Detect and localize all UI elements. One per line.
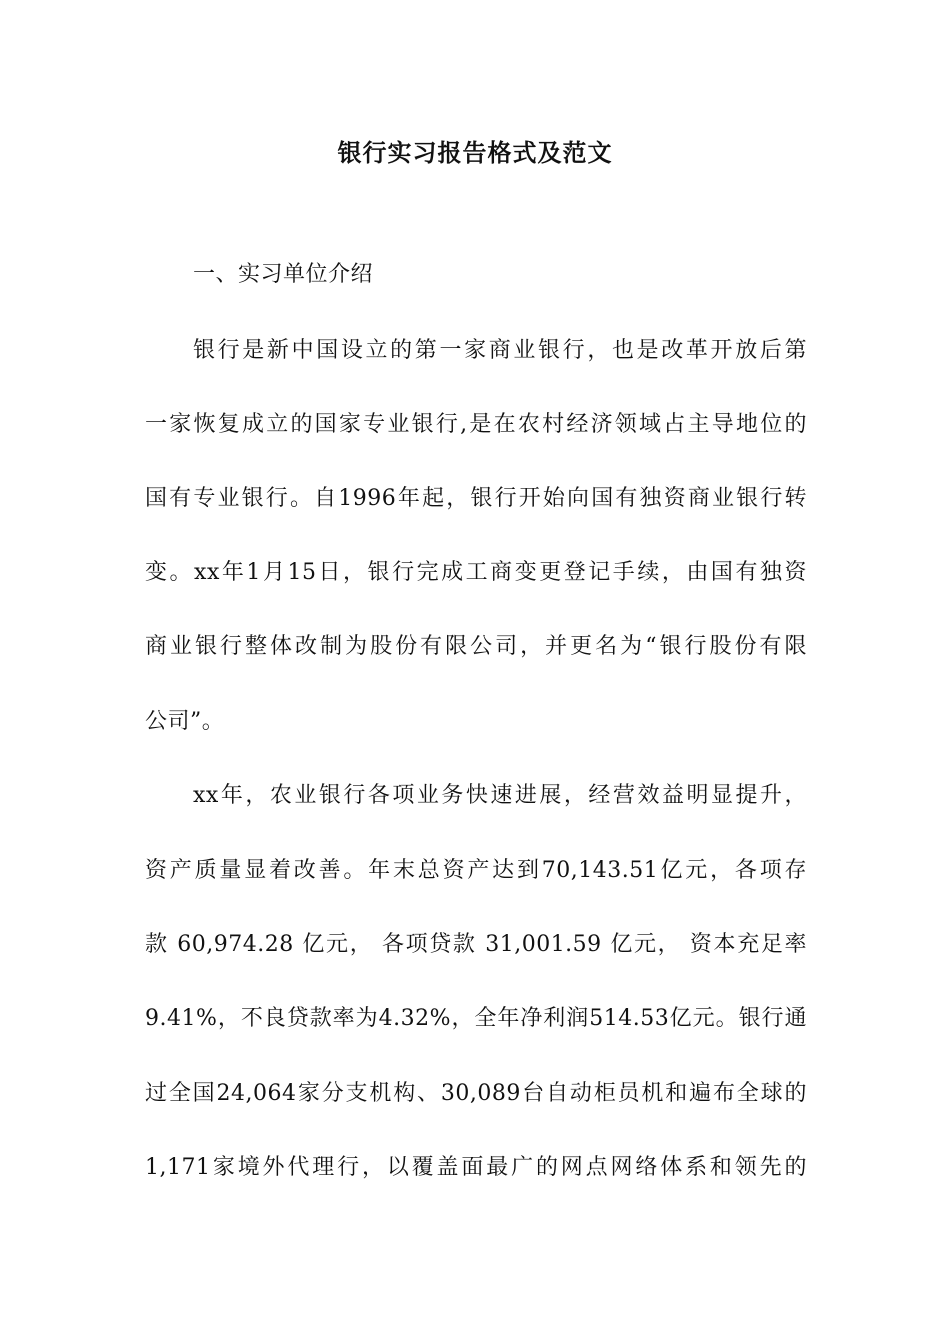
document-title: 银行实习报告格式及范文	[337, 138, 613, 167]
paragraph-2-line-5: 过全国24,064家分支机构、30,089台自动柜员机和遍布全球的	[145, 1081, 807, 1106]
section-heading: 一、实习单位介绍	[193, 262, 374, 287]
paragraph-2-line-3: 款 60,974.28 亿元， 各项贷款 31,001.59 亿元， 资本充足率	[145, 932, 807, 957]
paragraph-1-line-3: 国有专业银行。自1996年起，银行开始向国有独资商业银行转	[145, 486, 807, 511]
paragraph-1-line-2: 一家恢复成立的国家专业银行,是在农村经济领域占主导地位的	[145, 412, 807, 437]
paragraph-1-line-1: 银行是新中国设立的第一家商业银行，也是改革开放后第	[193, 338, 807, 363]
paragraph-1-line-4: 变。xx年1月15日，银行完成工商变更登记手续，由国有独资	[145, 560, 807, 585]
paragraph-2-line-6: 1,171家境外代理行，以覆盖面最广的网点网络体系和领先的	[145, 1155, 807, 1180]
paragraph-2-line-1: xx年，农业银行各项业务快速进展，经营效益明显提升，	[193, 783, 807, 808]
paragraph-2-line-2: 资产质量显着改善。年末总资产达到70,143.51亿元，各项存	[145, 858, 807, 883]
paragraph-1-line-6: 公司”。	[145, 709, 225, 734]
paragraph-2-line-4: 9.41%，不良贷款率为4.32%，全年净利润514.53亿元。银行通	[145, 1006, 807, 1031]
paragraph-1-line-5: 商业银行整体改制为股份有限公司，并更名为“银行股份有限	[145, 634, 807, 659]
